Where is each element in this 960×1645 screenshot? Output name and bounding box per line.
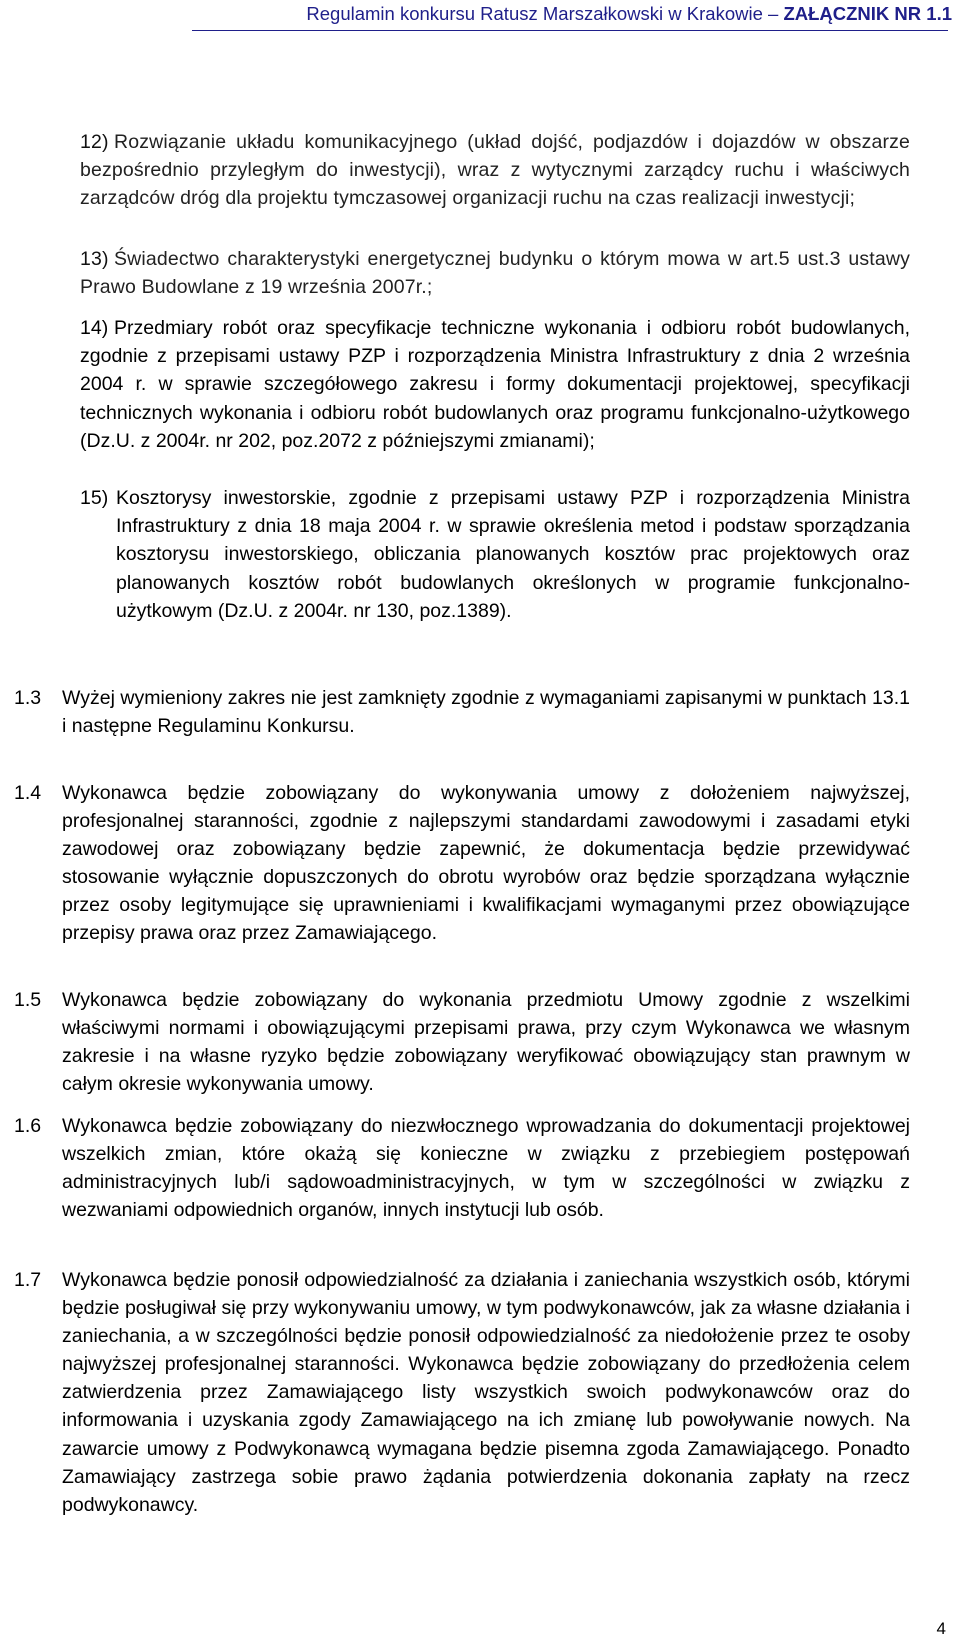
list-item-number: 15) [80,487,109,509]
list-item-number: 14) [80,317,109,339]
section-text: Wykonawca będzie zobowiązany do wykonania przedmiotu Umowy zgodnie z wszelkimi właściwymi normami i obowiązującymi przepisami prawa, przy czym Wykonawca we własnym zakresie i na własne ryzyko będzie zobowiązany weryfikować obowiązujący stan prawnym w całym okresie wykonywania umowy. [62,989,910,1096]
list-item-14 [80,314,910,455]
section-number: 1.5 [14,989,42,1011]
section-text: Wykonawca będzie zobowiązany do wykonywania umowy z dołożeniem najwyższej, profesjonalnej staranności, zgodnie z najlepszymi standardami zawodowymi i zasadami etyki zawodowej oraz zobowiązany będzie zapewnić, że dokumentacja będzie przewidywać stosowanie wyłącznie dopuszczonych do obrotu wyrobów oraz będzie sporządzana wyłącznie przez osoby legitymujące się uprawnieniami i kwalifikacjami wymaganymi przez obowiązujące przepisy prawa oraz przez Zamawiającego. [62,782,910,945]
section-1-5 [14,986,910,1098]
list-item-15 [80,484,910,625]
list-item-text: Rozwiązanie układu komunikacyjnego (układ dojść, podjazdów i dojazdów w obszarze bezpośrednio przyległym do inwestycji), wraz z wytycznymi zarządcy ruchu i właściwych zarządców dróg dla projektu tymczasowej organizacji ruchu na czas realizacji inwestycji; [80,131,910,210]
header-divider [192,30,948,31]
section-text: Wyżej wymieniony zakres nie jest zamknięty zgodnie z wymaganiami zapisanymi w punktach 13.1 i następne Regulaminu Konkursu. [62,687,910,738]
section-text: Wykonawca będzie zobowiązany do niezwłocznego wprowadzania do dokumentacji projektowej wszelkich zmian, które okażą się konieczne w związku z przebiegiem postępowań administracyjnych lub/i sądowoadministracyjnych, w tym w szczególności w związku z wezwaniami odpowiednich organów, innych instytucji lub osób. [62,1115,910,1222]
section-text: Wykonawca będzie ponosił odpowiedzialność za działania i zaniechania wszystkich osób, którymi będzie posługiwał się przy wykonywaniu umowy, w tym podwykonawców, jak za własne działania i zaniechania, a w szczególności będzie ponosił odpowiedzialność za niedołożenie przez te osoby najwyższej profesjonalnej staranności. Wykonawca będzie zobowiązany do przedłożenia celem zatwierdzenia przez Zamawiającego listy wszystkich swoich podwykonawców oraz do informowania i uzyskania zgody Zamawiającego na ich zmianę lub powoływanie nowych. Na zawarcie umowy z Podwykonawcą wymagana będzie pisemna zgoda Zamawiającego. Ponadto Zamawiający zastrzega sobie prawo żądania potwierdzenia dokonania zapłaty na rzecz podwykonawcy. [62,1269,910,1516]
header-annex: ZAŁĄCZNIK NR 1.1 [783,3,952,24]
section-number: 1.4 [14,782,42,804]
list-item-text: Kosztorysy inwestorskie, zgodnie z przepisami ustawy PZP i rozporządzenia Ministra Infrastruktury z dnia 18 maja 2004 r. w sprawie określenia metod i podstaw sporządzania kosztorysu inwestorskiego, obliczania planowanych kosztów prac projektowych oraz planowanych kosztów robót budowlanych określonych w programie funkcjonalno-użytkowym (Dz.U. z 2004r. nr 130, poz.1389). [116,487,910,622]
list-item-number: 13) [80,248,109,270]
section-number: 1.3 [14,687,42,709]
list-item-13 [80,245,910,301]
section-1-6 [14,1112,910,1224]
page-number: 4 [936,1619,946,1638]
list-item-number: 12) [80,131,109,153]
header-title: Regulamin konkursu Ratusz Marszałkowski w Krakowie – [306,3,779,24]
section-1-3 [14,684,910,740]
page-header [0,0,960,34]
list-item-text: Świadectwo charakterystyki energetycznej budynku o którym mowa w art.5 ust.3 ustawy Prawo Budowlane z 19 września 2007r.; [80,248,910,299]
list-item-text: Przedmiary robót oraz specyfikacje techniczne wykonania i odbioru robót budowlanych, zgodnie z przepisami ustawy PZP i rozporządzenia Ministra Infrastruktury z dnia 2 września 2004 r. w sprawie szczegółowego zakresu i formy dokumentacji projektowej, specyfikacji technicznych wykonania i odbioru robót budowlanych oraz programu funkcjonalno-użytkowego (Dz.U. z 2004r. nr 202, poz.2072 z późniejszymi zmianami); [80,317,910,452]
section-1-4 [14,779,910,948]
list-item-12 [80,128,910,213]
section-number: 1.7 [14,1269,42,1291]
section-1-7 [14,1266,910,1519]
section-number: 1.6 [14,1115,42,1137]
